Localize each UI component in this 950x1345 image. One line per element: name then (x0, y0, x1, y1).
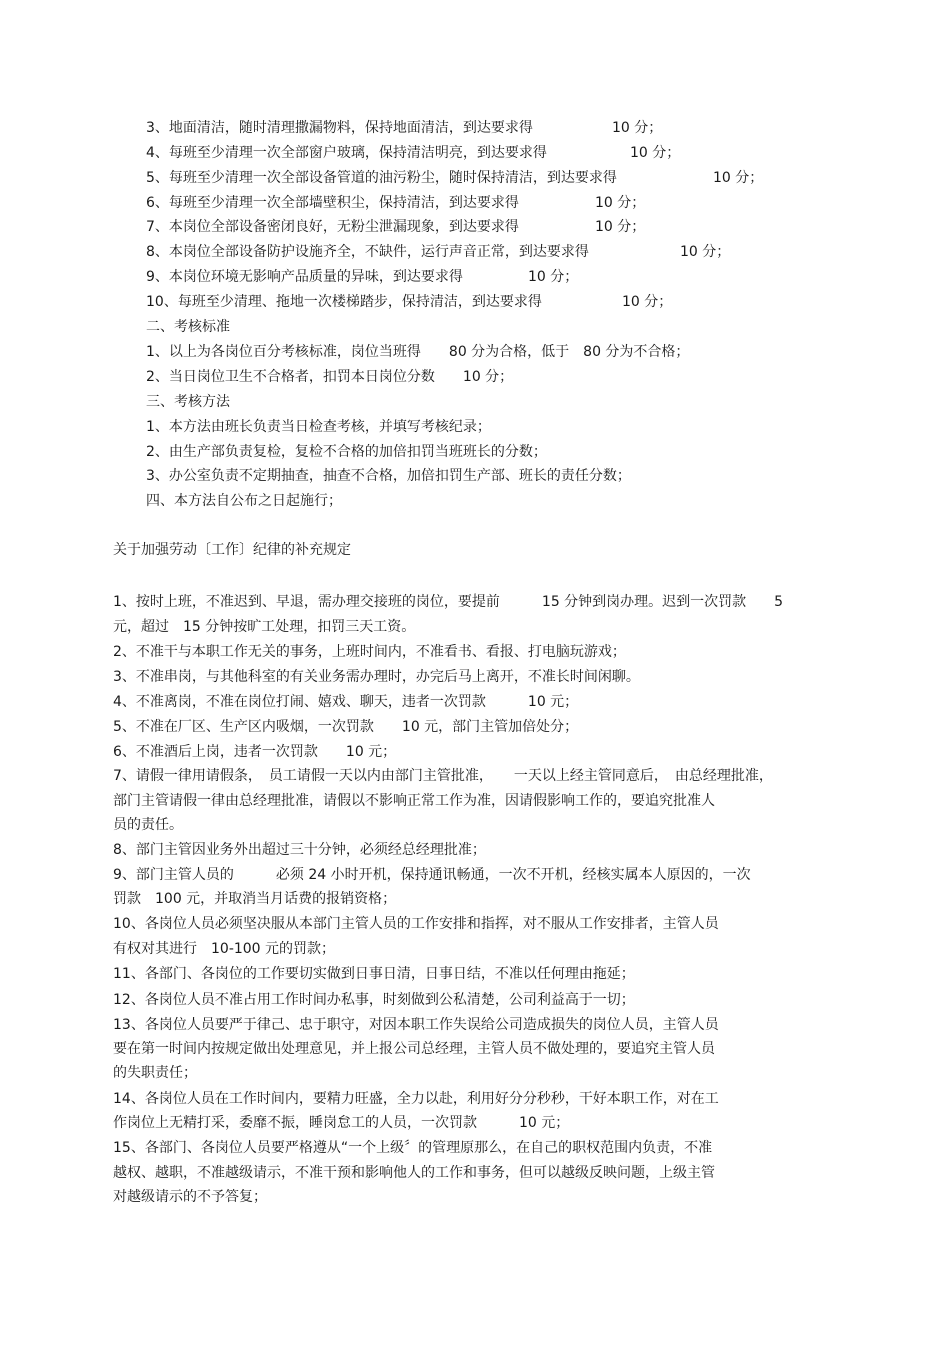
standard-item-5: 5、每班至少清理一次全部设备管道的油污粉尘，随时保持清洁，到达要求得 (146, 170, 617, 186)
rule-line: 9、部门主管人员的 必须 24 小时开机，保持通讯畅通，一次不开机，经核实属本人原因的，一次 (113, 867, 751, 883)
standard-item-4-score: 10 分； (630, 145, 681, 161)
rule-line: 员的责任。 (113, 817, 183, 833)
rule-line: 作岗位上无精打采，委靡不振，睡岗怠工的人员，一次罚款 10 元； (113, 1115, 570, 1131)
rule-line: 2、不准干与本职工作无关的事务，上班时间内，不准看书、看报、打电脑玩游戏； (113, 644, 626, 660)
standard-item-10: 10、每班至少清理、拖地一次楼梯踏步，保持清洁，到达要求得 (146, 294, 542, 310)
standard-item-5-score: 10 分； (713, 170, 764, 186)
rule-line: 5、不准在厂区、生产区内吸烟，一次罚款 10 元，部门主管加倍处分； (113, 719, 579, 735)
standard-item-8: 8、本岗位全部设备防护设施齐全，不缺件，运行声音正常，到达要求得 (146, 244, 589, 260)
assessment-method-1: 1、本方法由班长负责当日检查考核，并填写考核纪录； (146, 419, 491, 435)
standard-item-6: 6、每班至少清理一次全部墙壁积尘，保持清洁，到达要求得 (146, 195, 519, 211)
assessment-standard-2: 2、当日岗位卫生不合格者，扣罚本日岗位分数 10 分； (146, 369, 514, 385)
standard-item-3-score: 10 分； (612, 120, 663, 136)
rule-line: 11、各部门、各岗位的工作要切实做到日事日清，日事日结，不准以任何理由拖延； (113, 966, 635, 982)
assessment-standard-1: 1、以上为各岗位百分考核标准，岗位当班得 80 分为合格，低于 80 分为不合格； (146, 344, 690, 360)
heading-assessment-method: 三、考核方法 (146, 394, 230, 410)
standard-item-7-score: 10 分； (595, 219, 646, 235)
rule-line: 部门主管请假一律由总经理批准，请假以不影响正常工作为准，因请假影响工作的，要追究批准人 (113, 793, 715, 809)
rule-line: 对越级请示的不予答复； (113, 1189, 267, 1205)
rule-line: 13、各岗位人员要严于律己、忠于职守，对因本职工作失误给公司造成损失的岗位人员，主管人员 (113, 1017, 719, 1033)
rule-line: 4、不准离岗，不准在岗位打闹、嬉戏、聊天，违者一次罚款 10 元； (113, 694, 579, 710)
heading-effective-date: 四、本方法自公布之日起施行； (146, 493, 342, 509)
rule-line: 12、各岗位人员不准占用工作时间办私事，时刻做到公私清楚，公司利益高于一切； (113, 992, 635, 1008)
rule-line: 7、请假一律用请假条， 员工请假一天以内由部门主管批准， 一天以上经主管同意后， 由总经理批准， (113, 768, 773, 784)
rule-line: 有权对其进行 10-100 元的罚款； (113, 941, 336, 957)
standard-item-8-score: 10 分； (680, 244, 731, 260)
assessment-method-3: 3、办公室负责不定期抽查，抽查不合格，加倍扣罚生产部、班长的责任分数； (146, 468, 631, 484)
assessment-method-2: 2、由生产部负责复检，复检不合格的加倍扣罚当班班长的分数； (146, 444, 547, 460)
standard-item-9: 9、本岗位环境无影响产品质量的异味，到达要求得 (146, 269, 463, 285)
standard-item-9-score: 10 分； (528, 269, 579, 285)
standard-item-7: 7、本岗位全部设备密闭良好，无粉尘泄漏现象，到达要求得 (146, 219, 519, 235)
rule-line: 的失职责任； (113, 1065, 197, 1081)
rule-line: 14、各岗位人员在工作时间内，要精力旺盛，全力以赴，利用好分分秒秒，干好本职工作，对在工 (113, 1091, 719, 1107)
rule-line: 元，超过 15 分钟按旷工处理，扣罚三天工资。 (113, 619, 416, 635)
rule-line: 15、各部门、各岗位人员要严格遵从“一个上级〞的管理原那么，在自己的职权范围内负责，不准 (113, 1140, 713, 1156)
rule-line: 1、按时上班，不准迟到、早退，需办理交接班的岗位，要提前 15 分钟到岗办理。迟到一次罚款 5 (113, 594, 784, 610)
rule-line: 要在第一时间内按规定做出处理意见，并上报公司总经理，主管人员不做处理的，要追究主管人员 (113, 1041, 715, 1057)
heading-assessment-standard: 二、考核标准 (146, 319, 230, 335)
rule-line: 越权、越职，不准越级请示，不准干预和影响他人的工作和事务，但可以越级反映问题，上级主管 (113, 1165, 715, 1181)
section-title: 关于加强劳动〔工作〕纪律的补充规定 (113, 542, 351, 558)
standard-item-10-score: 10 分； (622, 294, 673, 310)
standard-item-6-score: 10 分； (595, 195, 646, 211)
rule-line: 10、各岗位人员必须坚决服从本部门主管人员的工作安排和指挥，对不服从工作安排者，主管人员 (113, 916, 719, 932)
rule-line: 6、不准酒后上岗，违者一次罚款 10 元； (113, 744, 397, 760)
rule-line: 8、部门主管因业务外出超过三十分钟，必须经总经理批准； (113, 842, 486, 858)
standard-item-3: 3、地面清洁，随时清理撒漏物料，保持地面清洁，到达要求得 (146, 120, 533, 136)
rule-line: 罚款 100 元，并取消当月话费的报销资格； (113, 891, 397, 907)
rule-line: 3、不准串岗，与其他科室的有关业务需办理时，办完后马上离开，不准长时间闲聊。 (113, 669, 640, 685)
standard-item-4: 4、每班至少清理一次全部窗户玻璃，保持清洁明亮，到达要求得 (146, 145, 547, 161)
